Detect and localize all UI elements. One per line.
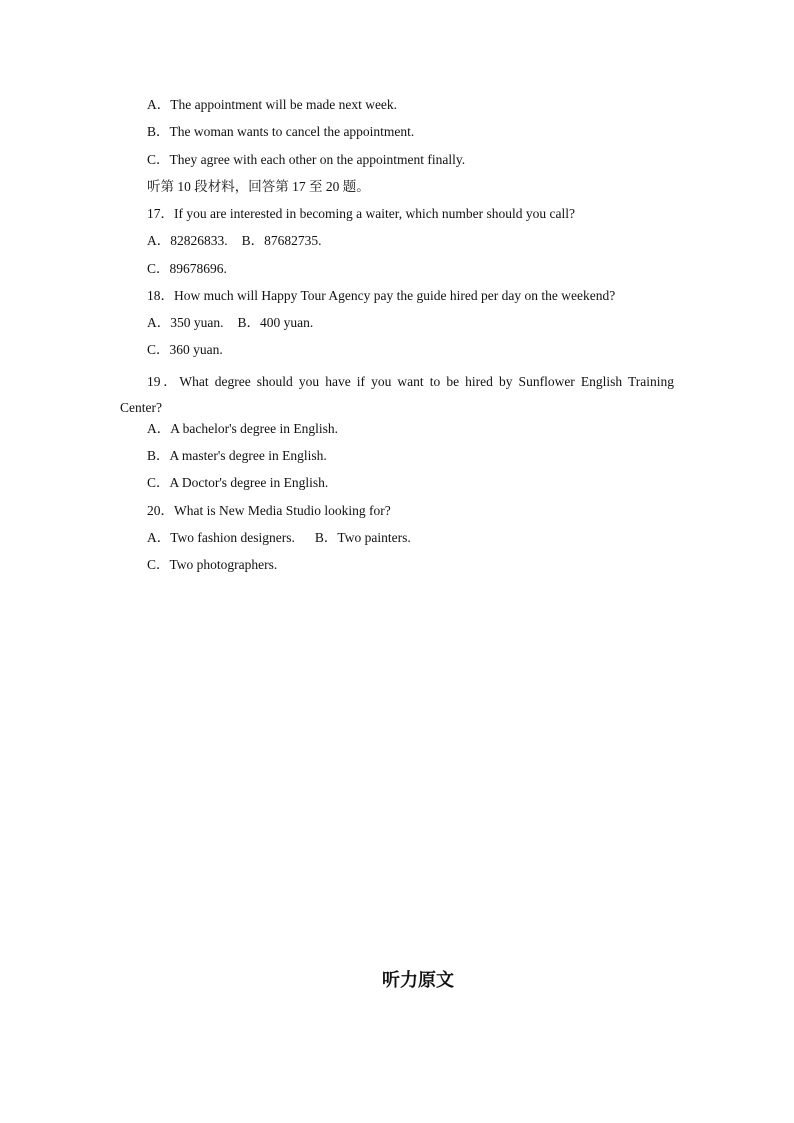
q20-option-c: C．Two photographers.: [147, 557, 278, 572]
q20-option-a: A．Two fashion designers.: [147, 530, 295, 545]
q17-option-c: C．89678696.: [147, 261, 227, 276]
q16-option-b: B．The woman wants to cancel the appointment.: [147, 124, 415, 139]
q19-option-b: B．A master's degree in English.: [147, 448, 327, 463]
q17-option-a: A．82826833.: [147, 233, 228, 248]
q20-question: 20．What is New Media Studio looking for?: [147, 503, 391, 518]
q18-option-a: A．350 yuan.: [147, 315, 224, 330]
section-heading: 听力原文: [382, 970, 454, 991]
q19-question: 19．What degree should you have if you want to be hired by Sunflower English Training Center?: [120, 374, 674, 415]
q16-option-c: C．They agree with each other on the appointment finally.: [147, 152, 466, 167]
q17-options-row: [147, 232, 322, 250]
q17-option-b: B．87682735.: [241, 233, 322, 248]
q19-option-c: C．A Doctor's degree in English.: [147, 475, 329, 490]
q19-option-a: A．A bachelor's degree in English.: [147, 421, 339, 436]
q18-option-c: C．360 yuan.: [147, 342, 223, 357]
q18-option-b: B．400 yuan.: [237, 315, 314, 330]
q20-options-row: [147, 529, 411, 547]
q17-question: 17．If you are interested in becoming a waiter, which number should you call?: [147, 206, 575, 221]
q18-options-row: [147, 314, 313, 332]
q16-option-a: A．The appointment will be made next week.: [147, 97, 398, 112]
section-instruction: 听第 10 段材料，回答第 17 至 20 题。: [147, 179, 370, 194]
q20-option-b: B．Two painters.: [314, 530, 411, 545]
q18-question: 18．How much will Happy Tour Agency pay the guide hired per day on the weekend?: [147, 288, 616, 303]
